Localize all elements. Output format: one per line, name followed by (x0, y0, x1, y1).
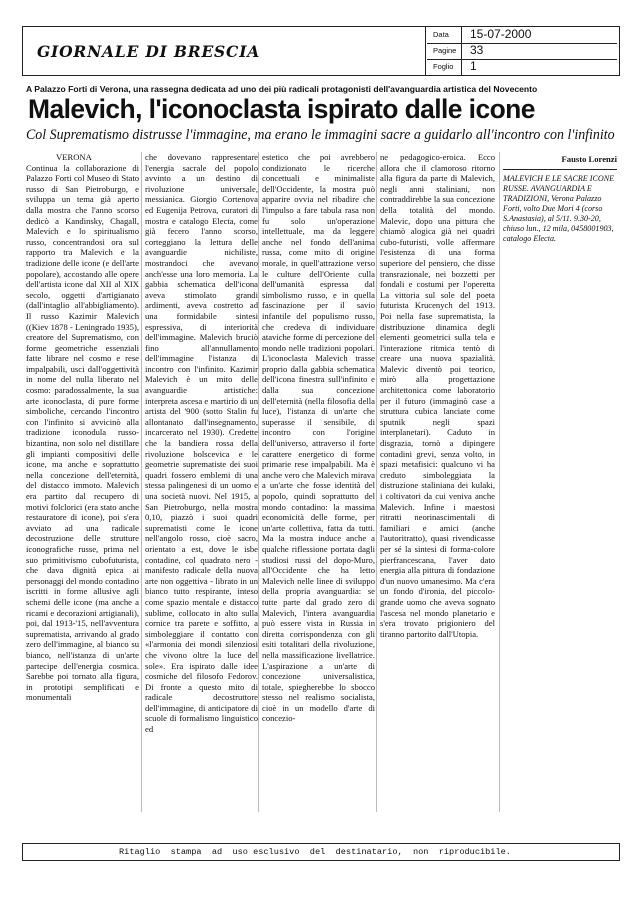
exhibition-info-box: MALEVICH E LE SACRE ICONE RUSSE. AVANGUARDIA E TRADIZIONI, Verona Palazzo Forti, volto Due Mori 4 (corso S.Anastasia), al 5/11. 9.30-20, chiuso lun., 12 mila, 0458001903, catalogo Electa. (503, 169, 617, 244)
column-divider (376, 152, 377, 812)
meta-date-row (427, 27, 617, 44)
article-column-2 (145, 152, 258, 812)
meta-pages-label: Pagine (433, 46, 457, 55)
newspaper-logo (23, 27, 426, 75)
footer-notice: Ritaglio stampa ad uso esclusivo del destinatario, non riproducibile. (119, 847, 511, 857)
column-divider (141, 152, 142, 812)
column-divider (499, 152, 500, 812)
article-column-1 (26, 152, 139, 812)
author-byline: Fausto Lorenzi (561, 154, 617, 164)
meta-divider (461, 27, 462, 43)
article-column-3 (262, 152, 375, 812)
meta-pages-value: 33 (470, 43, 484, 57)
column-text: ne pedagogico-eroica. Ecco allora che il clamoroso ritorno alla figura da parte di Malevich, negli anni staliniani, non contraddirebbe la sua concezione della totalità del mondo. Malevic, dopo una pittura che chiamò alogica già nei quadri cubo-futuristi, volle affermare l'esistenza di una forma superiore del pensiero, che disse transrazionale, nei bozzetti per fondali e costumi per l'operetta La vittoria sul sole del poeta futurista Krucenych del 1913. Poi nella fase suprematista, la distribuzione dinamica degli elementi geometrici sulla tela e l'interazione ritmica tentò di creare una nuova spazialità. Malevic diventò poi teorico, mirò alla progettazione architettonica come laboratorio per il futuro (immaginò case a struttura cubica lanciate come sputnik negli spazi interplanetari). Caduto in disgrazia, tornò a dipingere contadini grevi, senza volto, in spazi metafisici: qualcuno vi ha creduto simboleggiata la distruzione staliniana dei kulaki, i coltivatori da cui veniva anche Malevich. Infine i maestosi ritratti neorinascimentali di familiari e amici (anche l'autoritratto), quasi rivendicasse per sé la sintesi di forma-colore pierfrancescana, l'aver dato energia alla pittura di fondazione d'un nuovo umanesimo. Ma c'era un fondo d'ironia, del piccolo-grande uomo che aveva sognato l'ascesa nel mondo planetario e s'era trovato prigioniero del tiranno partorito dall'Utopia. (380, 152, 495, 639)
column-text: estetico che poi avrebbero condizionato le ricerche concettuali e minimaliste dell'Occidente, la mostra può apparire ovvia nel ribadire che l'impulso a fare tabula rasa non fu solo un'operazione intellettuale, ma da leggere anche nel fondo dell'anima russa, come mito di origine morale, in quell'attrazione verso le culture dell'Oriente culla dell'umanità espressa dal simbolismo russo, e in quella fascinazione per il savio infantile del populismo russo, che credeva di individuare ataviche forme di percezione del mondo nelle tradizioni popolari. L'iconoclasta Malevich trasse proprio dalla gabbia schematica dell'icona finestra sull'infinito e dalla sua concezione dell'eternità (nella filosofia della luce), l'istanza di un'arte che superasse il sensibile, di incontro con l'origine dell'universo, attraverso il forte carattere energetico di forme primarie rese impalpabili. Ma è anche vero che Malevich mirava a un'arte che fosse identità del popolo, quindi soprattutto del mondo contadino: la massima economicità delle forme, per un'arte collettiva, fatta da tutti. Ma la mostra induce anche a qualche riflessione portata dagli studiosi russi del dopo-Muro, all'Occidente che ha letto Malevich nelle linee di sviluppo della propria avanguardia: se tutte parte dal grado zero di Malevich, l'intera avanguardia può essere vista in Russia in diretta corrispondenza con gli esiti totalitari della rivoluzione, nella massificazione livellatrice. L'aspirazione a un'arte di concezione universalistica, totale, spiegherebbe lo sbocco stesso nel realismo socialista, cioè in un modello d'arte di concezio- (262, 152, 375, 724)
meta-date-value: 15-07-2000 (470, 27, 532, 41)
newspaper-name: GIORNALE DI BRESCIA (37, 42, 261, 61)
article-headline: Malevich, l'iconoclasta ispirato dalle icone (28, 94, 535, 124)
meta-sheet-value: 1 (470, 59, 477, 73)
article-column-4 (380, 152, 495, 812)
meta-sheet-label: Foglio (433, 62, 454, 71)
masthead-box (22, 26, 620, 76)
meta-divider (461, 59, 462, 75)
article-kicker: A Palazzo Forti di Verona, una rassegna dedicata ad uno dei più radicali protagonisti dell'avanguardia artistica del Novecento (26, 84, 538, 94)
meta-divider (461, 43, 462, 59)
article-column-5 (503, 152, 617, 812)
meta-pages-row (427, 43, 617, 60)
column-text: che dovevano rappresentare l'energia sacrale del popolo avvinto a un destino di rivoluzione universale, messianica. Giorgio Cortenova ed Eugenija Petrova, curatori di mostra e catalogo Electa, come già fecero l'anno scorso, corteggiano la lettura delle avanguardie nichiliste, mostrandoci che avevano anch'esse una loro memoria. La gabbia schematica dell'icona aveva stimolato grandi ardimenti, aveva costretto ad una formidabile sintesi espressiva, di interiorità dell'immagine. Malevich bruciò fino all'annullamento dell'immagine l'istanza di incontro con l'infinito. Kazimir Malevich è un mito delle avanguardie artistiche: interpreta ascesa e martirio di un artista del '900 (sotto Stalin fu allontanato dall'insegnamento, incarcerato nel 1930). Credette che la bandiera rossa della rivoluzione bolscevica e le geometrie suprematiste dei suoi quadri fossero emblemi di una stessa palingenesi di un uomo e una società nuovi. Nel 1915, a San Pietroburgo, nella mostra 0,10, piazzò i suoi quadri suprematisti come le icone nell'angolo rosso, cioè sacro, orientato a est, dove le isbe contadine, col quadrato nero - manifesto radicale della nuova arte non oggettiva - librato in un bianco tutto respirante, inteso come spazio mentale e distacco sublime, collocato in alto sulla cornice tra parete e soffitto, a simboleggiare il contatto con «l'armonia dei mondi silenziosi che vivono oltre la luce del sole». Era ispirato dalle idee cosmiche del filosofo Fedorov. Di fronte a questo mito di radicale decostruttore dell'immagine, di anticipatore di scuole di formalismo linguistico ed (145, 152, 258, 735)
column-divider (258, 152, 259, 812)
meta-sheet-row (427, 59, 617, 75)
column-text: Continua la collaborazione di Palazzo Forti col Museo di Stato russo di San Pietroburgo, e sviluppa un tema già aperto dalla mostra che l'anno scorso dedicò a Kandinsky, Chagall, Malevich e lo spiritualismo russo, concentrandosi ora sul rapporto tra Malevich e la tradizione delle icone (e dell'arte popolare), accostando alle opere dell'artista icone dal XII al XIX secolo, oggetti d'artigianato (dall'intaglio all'abbigliamento). Il russo Kazimir Malevich ((Kiev 1878 - Leningrado 1935), creatore del Suprematismo, con forme geometriche essenziali fatte librare nel cosmo e rese impalpabili, usci dall'oggettività in nome del nulla liberato nel cosmo: paradossalmente, la sua arte iconoclasta, di pure forme simboliche, cercando l'incontro con l'infinito si avvicinò alla tradizione iconodula russo-bizantina, non solo nel distillare gli impianti compositivi delle icone, ma anche e soprattutto nella concezione dell'eternità, del distacco immoto. Malevich era partito dal recupero di motivi folclorici (era stato anche restauratore di icone), poi s'era avviato ad una radicale decostruzione delle strutture iconografiche russe, prima nel suo primitivismo cubofuturista, che dava dignità epica ai personaggi del mondo contadino iscritti in forme allusive agli schemi delle icone (ma anche a ricami e decorazioni artigianali), poi, dal 1913-'15, nell'avventura suprematista, arrivando al grado zero dell'immagine, al bianco su bianco, nell'istanza di un'arte partecipe dell'energia cosmica. Sarebbe poi tornato alla figura, in prototipi semplificati e monumentali (26, 162, 139, 703)
dateline: VERONA (56, 152, 92, 162)
article-subhead: Col Suprematismo distrusse l'immagine, ma erano le immagini sacre a guidarlo all'incontro con l'infinito (26, 127, 615, 143)
clipping-footer (22, 843, 620, 861)
meta-date-label: Data (433, 30, 449, 39)
